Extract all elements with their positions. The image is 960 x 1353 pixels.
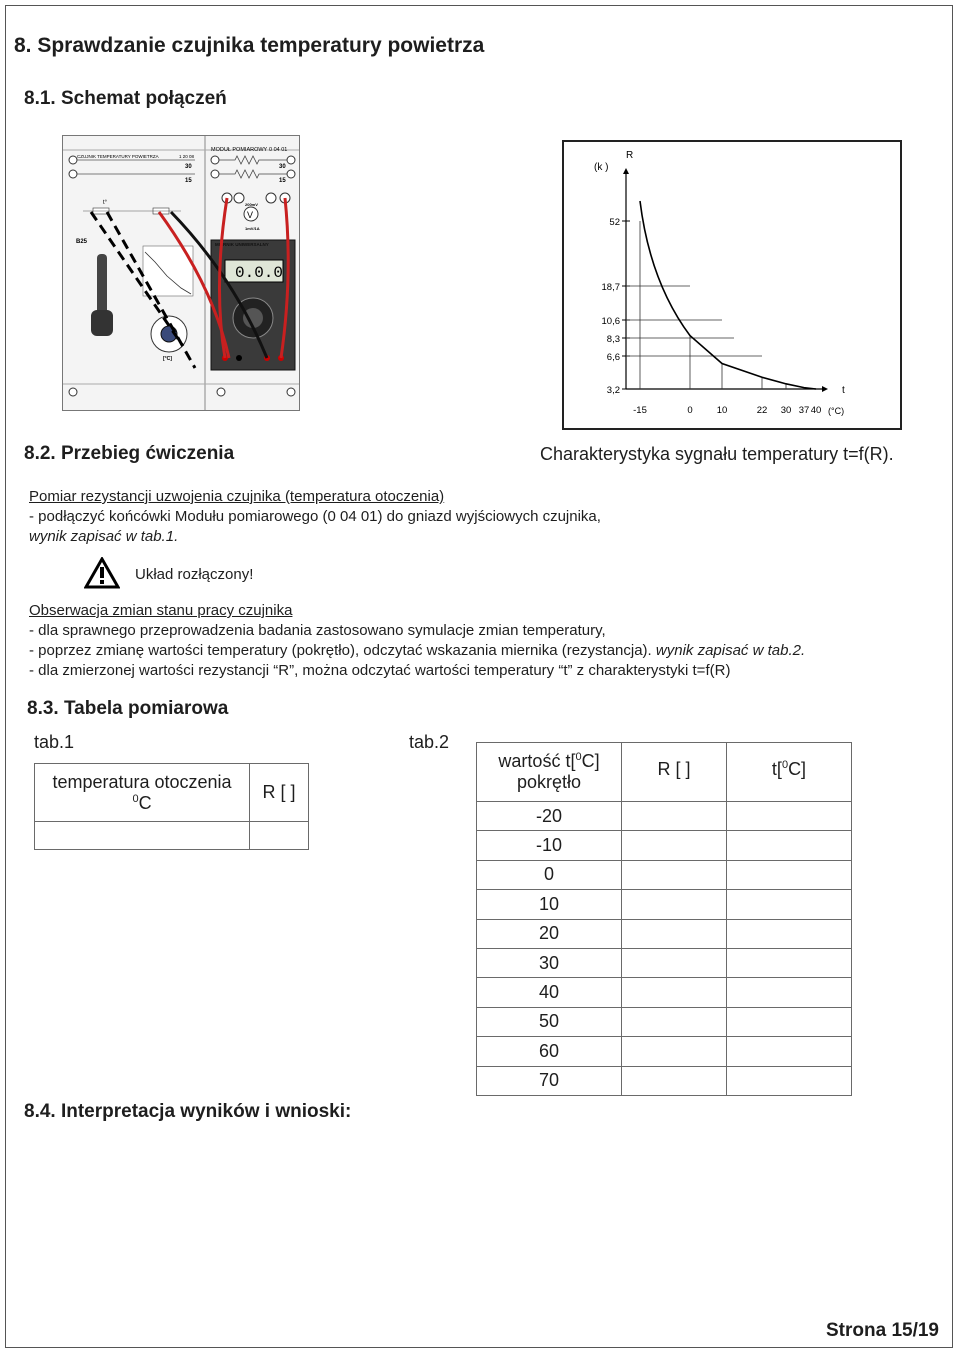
- tab1-header-temperature: [35, 764, 250, 822]
- tab2-cell-setting: 60: [477, 1037, 622, 1066]
- tab2-row: [477, 802, 852, 831]
- x-tick-label: 37: [798, 405, 810, 416]
- tab2-cell-r[interactable]: [622, 1037, 727, 1066]
- diagram-right-title: MODUŁ POMIAROWY: [211, 147, 268, 153]
- tab2-cell-r[interactable]: [622, 802, 727, 831]
- tab2-row: [477, 831, 852, 860]
- diagram-label-15-right: 15: [279, 178, 286, 184]
- observation-line-1: - dla sprawnego przeprowadzenia badania zastosowano symulacje zmian temperatury,: [29, 622, 606, 639]
- tab2-cell-r[interactable]: [622, 919, 727, 948]
- diagram-right-code: 0 04 01: [269, 147, 288, 153]
- x-tick-label: 0: [687, 405, 693, 416]
- y-tick-label: 3,2: [606, 385, 620, 396]
- tab2-cell-t[interactable]: [727, 802, 852, 831]
- diagram-label-30-right: 30: [279, 164, 286, 170]
- x-tick-label: 10: [716, 405, 728, 416]
- tab1-header-temperature-unit: [35, 793, 249, 814]
- table-1: [34, 763, 309, 850]
- voltmeter-symbol: V: [247, 210, 254, 220]
- diagram-left-code: 1 20 08: [179, 154, 195, 159]
- voltmeter-unit: 1mV/1A: [245, 226, 260, 231]
- tab2-cell-t[interactable]: [727, 831, 852, 860]
- tab2-cell-setting: 30: [477, 948, 622, 977]
- characteristic-chart: [562, 140, 902, 430]
- y-tick-label: 8,3: [606, 334, 620, 345]
- tab2-cell-r[interactable]: [622, 1066, 727, 1095]
- tab2-cell-setting: 20: [477, 919, 622, 948]
- diagram-left-title: CZUJNIK TEMPERATURY POWIETRZA: [77, 154, 159, 159]
- tab2-cell-r[interactable]: [622, 1007, 727, 1036]
- wiring-diagram-svg: [63, 136, 299, 410]
- warning-icon: [84, 557, 120, 589]
- tab2-cell-r[interactable]: [622, 978, 727, 1007]
- tab2-cell-r[interactable]: [622, 948, 727, 977]
- diagram-label-30-left: 30: [185, 164, 192, 170]
- tab2-cell-r[interactable]: [622, 890, 727, 919]
- observation-title: Obserwacja zmian stanu pracy czujnika: [29, 602, 293, 619]
- tab2-cell-t[interactable]: [727, 1007, 852, 1036]
- x-tick-label: -15: [633, 405, 647, 416]
- tab2-cell-t[interactable]: [727, 1037, 852, 1066]
- tab2-row: [477, 860, 852, 889]
- meter-display: 0.0.0: [235, 264, 284, 282]
- tab2-cell-setting: -10: [477, 831, 622, 860]
- tab2-cell-r[interactable]: [622, 860, 727, 889]
- table-2: [476, 742, 852, 1096]
- tab1-unit-sup: 0: [132, 792, 139, 805]
- tab2-row: [477, 1037, 852, 1066]
- tab1-cell-temperature[interactable]: [35, 822, 250, 850]
- tab2-cell-t[interactable]: [727, 948, 852, 977]
- measurement-line-2: wynik zapisać w tab.1.: [29, 528, 179, 545]
- page-number: Strona 15/19: [826, 1320, 939, 1341]
- tab2-header-setting-line1: [477, 751, 621, 772]
- tab2-row: [477, 919, 852, 948]
- observation-line-2: [29, 642, 805, 659]
- tab2-cell-t[interactable]: [727, 978, 852, 1007]
- chart-caption: Charakterystyka sygnału temperatury t=f(R).: [540, 444, 894, 464]
- tab2-header-setting-line2: pokrętło: [516, 772, 582, 792]
- tab2-row: [477, 948, 852, 977]
- tab2-cell-t[interactable]: [727, 919, 852, 948]
- measurement-line-1: - podłączyć końcówki Modułu pomiarowego (0 04 01) do gniazd wyjściowych czujnika,: [29, 508, 601, 525]
- tab2-cell-setting: 0: [477, 860, 622, 889]
- x-axis-arrow: [822, 386, 828, 392]
- tab2-header-t-sup: 0: [781, 759, 789, 771]
- tab1-label: tab.1: [34, 732, 75, 752]
- tab1-cell-r[interactable]: [250, 822, 309, 850]
- tab1-unit-c: C: [138, 792, 152, 813]
- tab2-header-t-b: C]: [788, 759, 807, 779]
- tab2-header-setting: [477, 743, 622, 802]
- tab2-cell-setting: -20: [477, 802, 622, 831]
- y-tick-label: 6,6: [606, 352, 620, 363]
- tab2-header-r: R [ ]: [622, 743, 727, 802]
- sensor-code: B25: [76, 239, 88, 245]
- x-tick-label: 40: [810, 405, 822, 416]
- tab2-cell-setting: 40: [477, 978, 622, 1007]
- tab2-header-setting-b: C]: [581, 751, 600, 771]
- section-8-1-title: 8.1. Schemat połączeń: [24, 88, 227, 109]
- section-8-2-title: 8.2. Przebieg ćwiczenia: [24, 443, 235, 464]
- tab2-cell-t[interactable]: [727, 860, 852, 889]
- section-8-4-title: 8.4. Interpretacja wyników i wnioski:: [24, 1101, 352, 1122]
- y-tick-label: 10,6: [601, 316, 620, 327]
- tab2-header-t: [727, 743, 852, 802]
- tab2-header-setting-sup: 0: [575, 751, 582, 763]
- observation-line-2-text: - poprzez zmianę wartości temperatury (pokrętło), odczytać wskazania miernika (rezystancja).: [29, 642, 656, 659]
- voltmeter-range: 200mV: [245, 202, 258, 207]
- sensor-t-symbol: t°: [103, 200, 108, 206]
- observation-line-2-italic: wynik zapisać w tab.2.: [655, 642, 806, 659]
- tab2-row: [477, 978, 852, 1007]
- tab2-row: [477, 890, 852, 919]
- y-axis-unit: (k ): [594, 162, 609, 173]
- series-curve: [640, 201, 816, 389]
- observation-line-3: - dla zmierzonej wartości rezystancji “R”, można odczytać wartości temperatury “t” z charakterystyki t=f(R): [29, 662, 731, 679]
- warning-text: Układ rozłączony!: [135, 566, 254, 583]
- tab2-row: [477, 1066, 852, 1095]
- diagram-label-15-left: 15: [185, 178, 192, 184]
- meter-title: MIERNIK UNIWERSALNY: [215, 242, 269, 247]
- tab2-cell-t[interactable]: [727, 1066, 852, 1095]
- y-axis-arrow: [623, 168, 629, 174]
- chart-svg: [564, 142, 900, 428]
- y-tick-label: 18,7: [601, 282, 620, 293]
- tab2-row: [477, 1007, 852, 1036]
- tab2-cell-setting: 70: [477, 1066, 622, 1095]
- tab2-header-t-a: t[: [771, 759, 782, 779]
- tab2-cell-setting: 50: [477, 1007, 622, 1036]
- tab2-cell-setting: 10: [477, 890, 622, 919]
- dial-unit: [°C]: [163, 356, 172, 362]
- x-tick-label: 30: [780, 405, 792, 416]
- x-axis-label: t: [842, 385, 845, 396]
- tab2-label: tab.2: [409, 732, 450, 752]
- tab2-header-setting-a: wartość t[: [498, 751, 576, 771]
- tab2-cell-r[interactable]: [622, 831, 727, 860]
- section-8-3-title: 8.3. Tabela pomiarowa: [27, 698, 229, 719]
- x-tick-label: 22: [756, 405, 768, 416]
- y-axis-label: R: [626, 150, 634, 161]
- page-title: 8. Sprawdzanie czujnika temperatury powietrza: [14, 34, 485, 57]
- y-tick-label: 52: [609, 217, 620, 228]
- tab1-header-r: R [ ]: [250, 764, 309, 822]
- x-axis-unit: (°C): [828, 406, 845, 416]
- wiring-diagram: [62, 135, 300, 411]
- tab2-cell-t[interactable]: [727, 890, 852, 919]
- measurement-title: Pomiar rezystancji uzwojenia czujnika (temperatura otoczenia): [29, 488, 445, 505]
- tab1-header-temperature-line1: temperatura otoczenia: [52, 771, 232, 792]
